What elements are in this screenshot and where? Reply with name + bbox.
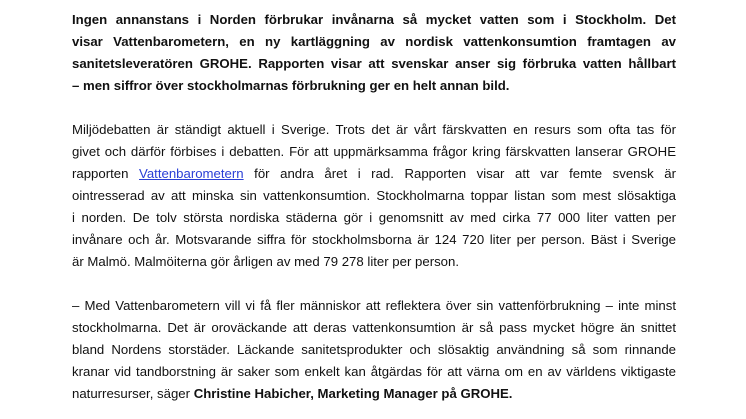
body-text: rapporten: [72, 166, 129, 181]
quote-line: – Med Vattenbarometern vill vi få fler människor att reflektera över sin vattenförbrukning – inte minst: [72, 298, 676, 313]
body-line: ointresserad av att minska sin vattenkonsumtion. Stockholmarna toppar listan som mest slösaktiga: [72, 188, 676, 203]
quote-attribution: Christine Habicher, Marketing Manager på GROHE.: [193, 386, 513, 401]
body-line: givet och därför förbises i debatten. För att uppmärksamma frågor kring färskvatten lanserar GROHE: [72, 144, 676, 159]
quote-paragraph: [72, 295, 676, 405]
body-line: i norden. De tolv största nordiska städerna gör i genomsnitt av med cirka 77 000 liter vatten per: [72, 210, 676, 225]
vattenbarometern-link[interactable]: Vattenbarometern: [139, 166, 244, 181]
body-line: Miljödebatten är ständigt aktuell i Sverige. Trots det är vårt färskvatten en resurs som ofta tas för: [72, 122, 676, 137]
quote-line-cut: [72, 383, 676, 405]
lead-line: – men siffror över stockholmarnas förbrukning ger en helt annan bild.: [72, 78, 510, 93]
lead-line: Ingen annanstans i Norden förbrukar invånarna så mycket vatten som i Stockholm. Det: [72, 12, 676, 27]
quote-line: bland Nordens storstäder. Läckande sanitetsprodukter och slösaktig användning så som rinnande: [72, 342, 676, 357]
quote-text: naturresurser, säger: [72, 386, 191, 401]
body-line: är Malmö. Malmöiterna gör årligen av med 79 278 liter per person.: [72, 254, 460, 269]
lead-line: visar Vattenbarometern, en ny kartläggning av nordisk vattenkonsumtion framtagen av: [72, 34, 676, 49]
document-page: [72, 9, 676, 405]
body-paragraph: [72, 119, 676, 273]
body-line-with-link: [72, 163, 676, 185]
body-text: för andra året i rad. Rapporten visar att var femte svensk är: [254, 166, 676, 181]
lead-paragraph: [72, 9, 676, 97]
lead-line: sanitetsleveratören GROHE. Rapporten visar att svenskar anser sig förbruka vatten hållbart: [72, 56, 676, 71]
body-line: invånare och år. Motsvarande siffra för stockholmsborna är 124 720 liter per person. Bäst i Sverige: [72, 232, 676, 247]
quote-line: kranar vid tandborstning är saker som enkelt kan åtgärdas för att värna om en av världens viktigaste: [72, 364, 676, 379]
quote-line: stockholmarna. Det är oroväckande att deras vattenkonsumtion är så pass mycket högre än snittet: [72, 320, 676, 335]
